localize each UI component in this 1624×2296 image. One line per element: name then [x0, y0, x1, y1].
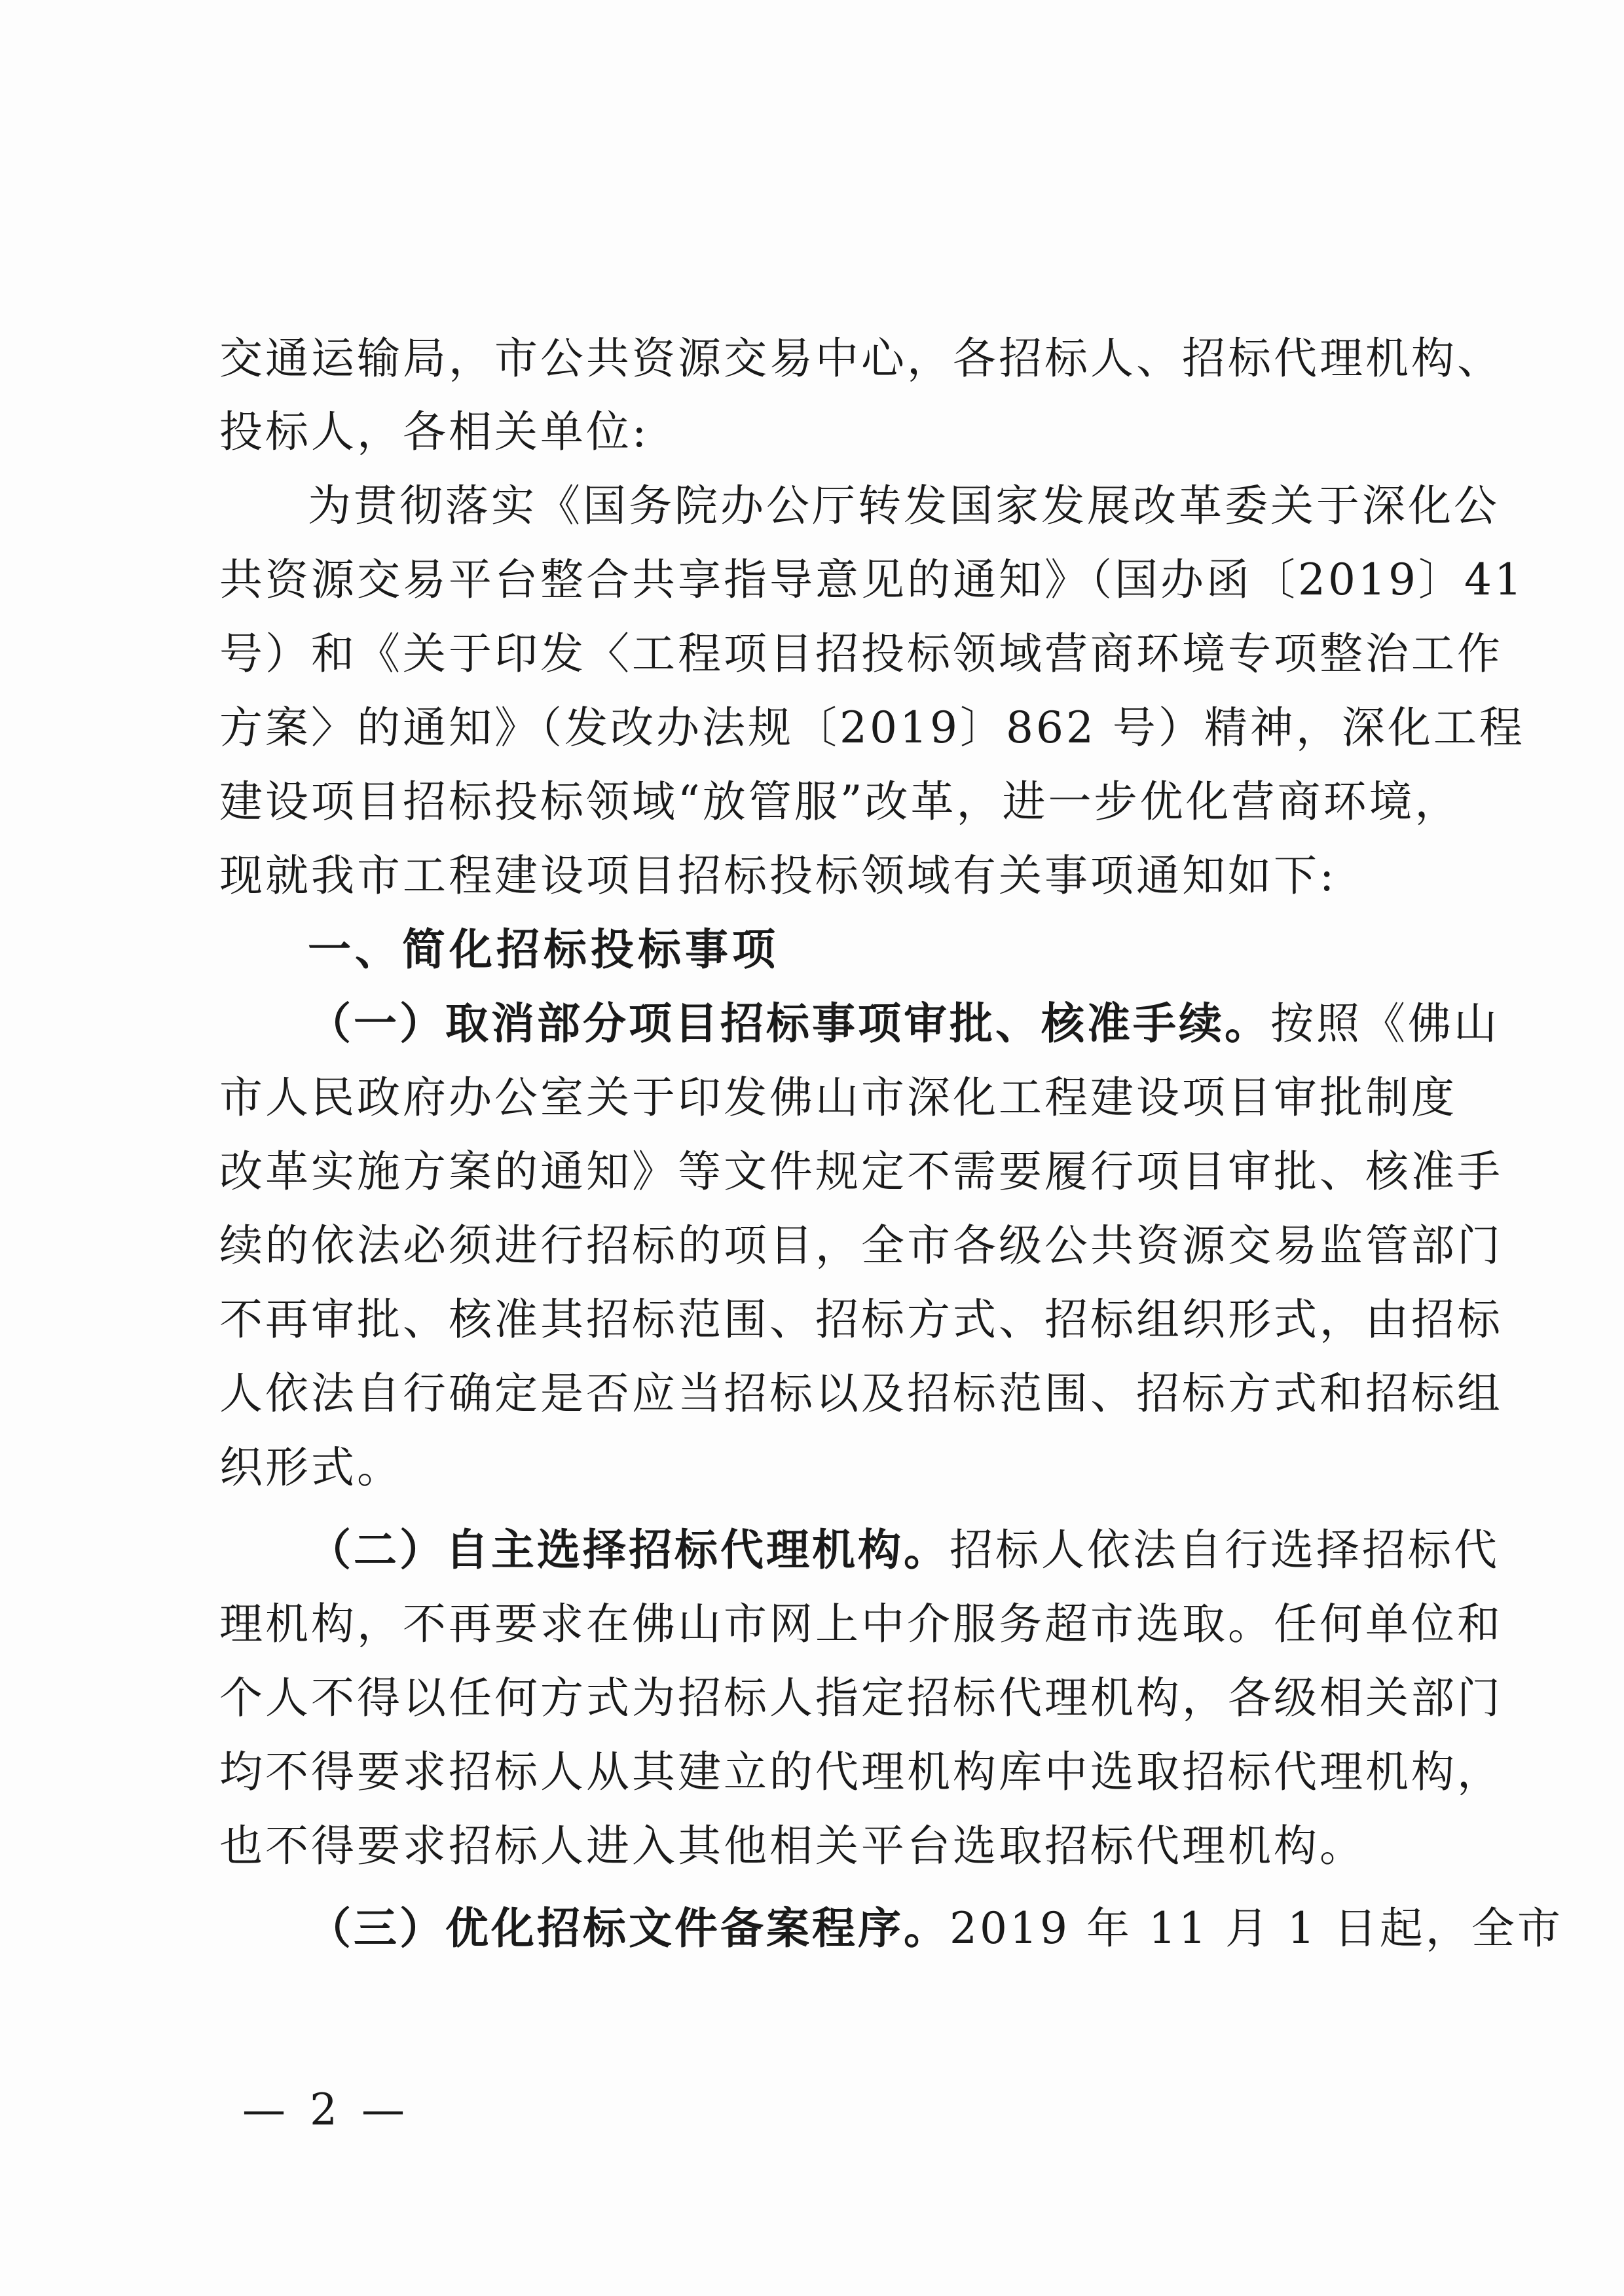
body-text-line: 人依法自行确定是否应当招标以及招标范围、招标方式和招标组: [219, 1368, 1503, 1419]
body-text-line: 方案〉的通知》（发改办法规〔2019〕862 号）精神，深化工程: [219, 702, 1525, 753]
body-text-line: 理机构，不再要求在佛山市网上中介服务超市选取。任何单位和: [219, 1599, 1503, 1649]
body-text-line: 投标人，各相关单位:: [219, 407, 650, 457]
body-text-line: 个人不得以任何方式为招标人指定招标代理机构，各级相关部门: [219, 1673, 1503, 1723]
subsection-heading: （三）优化招标文件备案程序。: [308, 1903, 950, 1954]
body-text-line: 也不得要求招标人进入其他相关平台选取招标代理机构。: [219, 1821, 1365, 1871]
body-text-line: 改革实施方案的通知》等文件规定不需要履行项目审批、核准手: [219, 1146, 1503, 1197]
body-text-line: 号）和《关于印发〈工程项目招投标领域营商环境专项整治工作: [219, 629, 1503, 679]
subsection-heading: （二）自主选择招标代理机构。: [308, 1525, 950, 1575]
page-number: — 2 —: [242, 2085, 410, 2135]
subsection-heading: （一）取消部分项目招标事项审批、核准手续。: [308, 998, 1270, 1049]
body-text-line: [308, 1903, 1563, 1954]
body-text-line: 均不得要求招标人从其建立的代理机构库中选取招标代理机构，: [219, 1747, 1503, 1797]
body-text-line: 续的依法必须进行招标的项目，全市各级公共资源交易监管部门: [219, 1220, 1503, 1271]
body-text-line: 交通运输局，市公共资源交易中心，各招标人、招标代理机构、: [219, 333, 1503, 384]
body-text-line: [308, 998, 1500, 1049]
body-text-line: 建设项目招标投标领域“放管服”改革，进一步优化营商环境，: [219, 776, 1461, 827]
body-text-fragment: 招标人依法自行选择招标代: [950, 1525, 1500, 1575]
body-text-fragment: 2019 年 11 月 1 日起，全市: [950, 1903, 1563, 1954]
body-text-line: 共资源交易平台整合共享指导意见的通知》（国办函〔2019〕41: [219, 555, 1524, 605]
section-heading: 一、简化招标投标事项: [308, 924, 779, 975]
body-text-line: 市人民政府办公室关于印发佛山市深化工程建设项目审批制度: [219, 1072, 1457, 1123]
body-text-line: 为贯彻落实《国务院办公厅转发国家发展改革委关于深化公: [308, 481, 1500, 531]
body-text-line: 现就我市工程建设项目招标投标领域有关事项通知如下:: [219, 850, 1337, 901]
body-text-line: [308, 1525, 1500, 1575]
body-text-fragment: 按照《佛山: [1270, 998, 1500, 1049]
body-text-line: 织形式。: [219, 1442, 403, 1493]
body-text-line: 不再审批、核准其招标范围、招标方式、招标组织形式，由招标: [219, 1294, 1503, 1345]
